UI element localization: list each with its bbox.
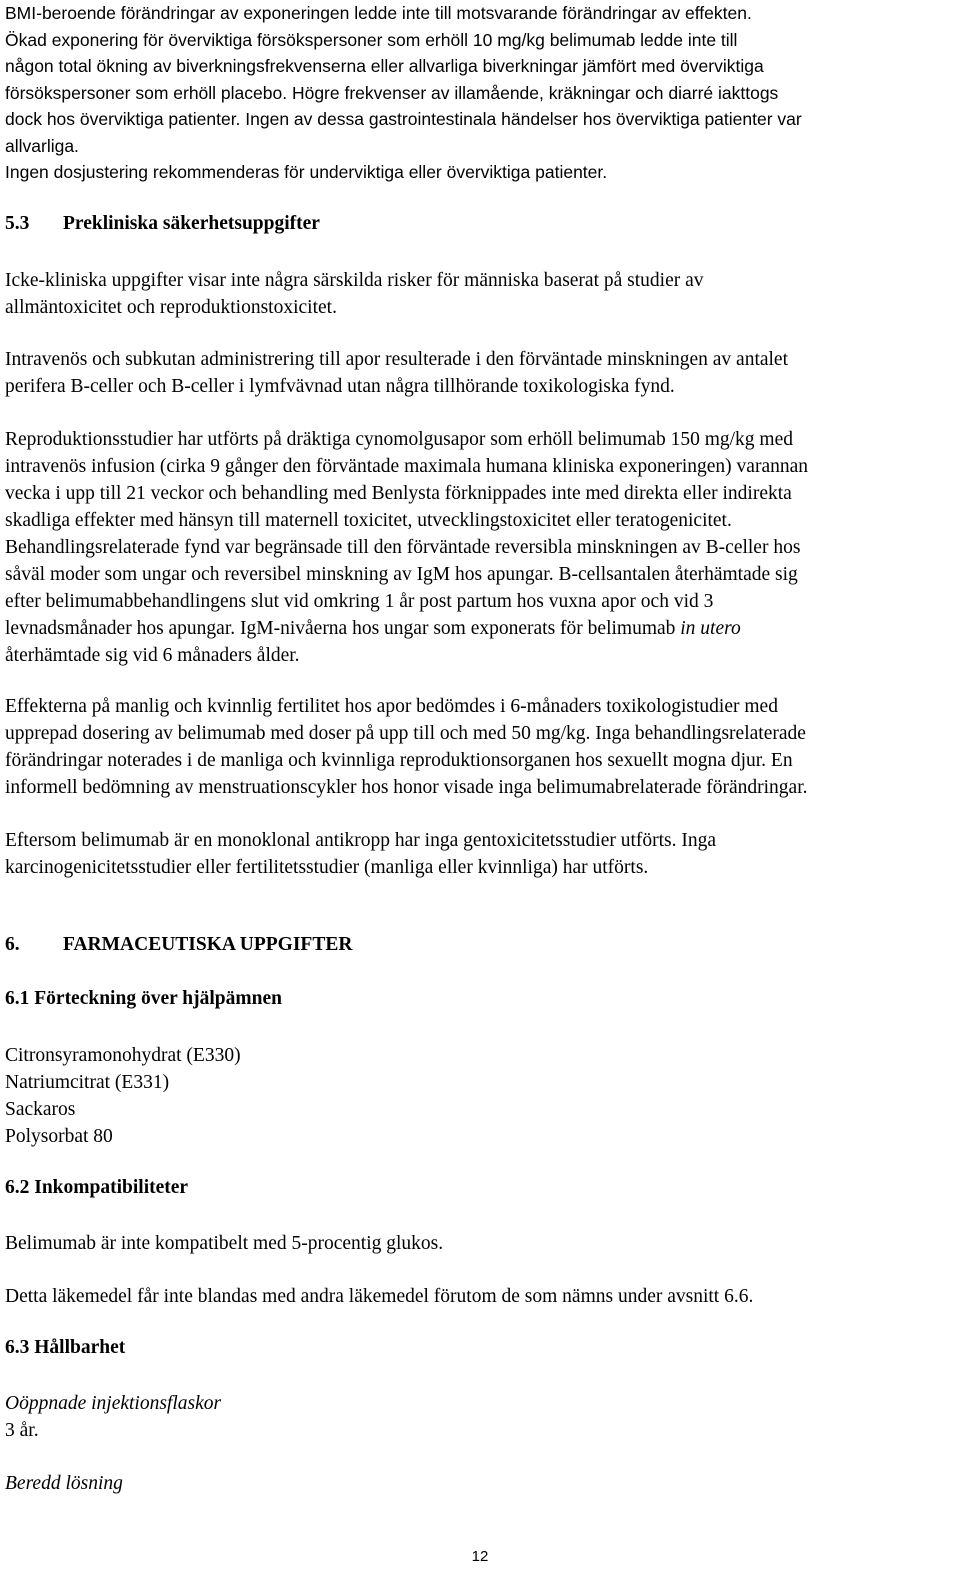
section-6-heading xyxy=(5,934,352,956)
text-line xyxy=(5,615,960,642)
text-line: skadliga effekter med hänsyn till maternell toxicitet, utvecklingstoxicitet eller teratogenicitet. xyxy=(5,510,732,531)
text-line: någon total ökning av biverkningsfrekvenserna eller allvarliga biverkningar jämfört med överviktiga xyxy=(5,56,764,76)
text-segment: levnadsmånader hos apungar. IgM-nivåerna hos ungar som exponerats för belimumab xyxy=(5,618,676,639)
section-6-1-heading: 6.1 Förteckning över hjälpämnen xyxy=(5,988,282,1009)
text-line: Ökad exponering för överviktiga försökspersoner som erhöll 10 mg/kg belimumab ledde inte till xyxy=(5,29,738,50)
list-item: Natriumcitrat (E331) xyxy=(5,1072,170,1093)
italic-subheading: Beredd lösning xyxy=(5,1473,123,1494)
preclinical-paragraph-5 xyxy=(5,827,960,881)
list-item: Citronsyramonohydrat (E330) xyxy=(5,1045,241,1066)
incompatibility-text-2: Detta läkemedel får inte blandas med andra läkemedel förutom de som nämns under avsnitt 6.6. xyxy=(5,1286,754,1307)
text-line: Behandlingsrelaterade fynd var begränsade till den förväntade reversibla minskningen av B-celler hos xyxy=(5,537,801,558)
text-line: perifera B-celler och B-celler i lymfvävnad utan några tillhörande toxikologiska fynd. xyxy=(5,376,675,397)
text-line: förändringar noterades i de manliga och kvinnliga reproduktionsorganen hos sexuellt mogna djur. En xyxy=(5,750,793,771)
preclinical-paragraph-3 xyxy=(5,426,960,669)
list-item: Polysorbat 80 xyxy=(5,1126,113,1147)
page-number: 12 xyxy=(471,1548,489,1565)
text-line: informell bedömning av menstruationscykler hos honor visade inga belimumabrelaterade förändringar. xyxy=(5,777,808,798)
text-line: försökspersoner som erhöll placebo. Högre frekvenser av illamående, kräkningar och diarré iakttogs xyxy=(5,82,779,103)
text-line: karcinogenicitetsstudier eller fertilitetsstudier (manliga eller kvinnliga) har utförts. xyxy=(5,857,649,878)
section-6-2-heading: 6.2 Inkompatibiliteter xyxy=(5,1177,189,1198)
text-line: Intravenös och subkutan administrering till apor resulterade i den förväntade minskningen av antalet xyxy=(5,349,789,370)
preclinical-paragraph-2 xyxy=(5,346,960,400)
italic-subheading: Oöppnade injektionsflaskor xyxy=(5,1393,222,1414)
text-line: Effekterna på manlig och kvinnlig fertilitet hos apor bedömdes i 6-månaders toxikologistudier med xyxy=(5,696,778,717)
shelf-life-unopened-value: 3 år. xyxy=(5,1420,39,1441)
text-line: Ingen dosjustering rekommenderas för underviktiga eller överviktiga patienter. xyxy=(5,162,608,182)
text-line: dock hos överviktiga patienter. Ingen av dessa gastrointestinala händelser hos överviktiga patienter var xyxy=(5,109,802,129)
text-line: såväl moder som ungar och reversibel minskning av IgM hos apungar. B-cellsantalen återhämtade sig xyxy=(5,564,798,585)
section-number: 5.3 xyxy=(5,213,30,234)
shelf-life-reconstituted-label xyxy=(5,1470,960,1497)
text-line: intravenös infusion (cirka 9 gånger den förväntade maximala humana kliniska exponeringen) varannan xyxy=(5,456,809,477)
section-number: 6. xyxy=(5,934,20,955)
text-line: återhämtade sig vid 6 månaders ålder. xyxy=(5,645,300,666)
incompatibility-text-1: Belimumab är inte kompatibelt med 5-procentig glukos. xyxy=(5,1233,444,1254)
section-title: Prekliniska säkerhetsuppgifter xyxy=(63,213,320,234)
shelf-life-unopened-label xyxy=(5,1390,960,1417)
text-line: allmäntoxicitet och reproduktionstoxicitet. xyxy=(5,297,337,318)
section-5-3-heading xyxy=(5,213,320,235)
text-line: Reproduktionsstudier har utförts på dräktiga cynomolgusapor som erhöll belimumab 150 mg/kg med xyxy=(5,429,793,450)
text-line: vecka i upp till 21 veckor och behandling med Benlysta förknippades inte med direkta eller indirekta xyxy=(5,483,792,504)
list-item: Sackaros xyxy=(5,1099,76,1120)
text-line: efter belimumabbehandlingens slut vid omkring 1 år post partum hos vuxna apor och vid 3 xyxy=(5,591,714,612)
text-line: upprepad dosering av belimumab med doser på upp till och med 50 mg/kg. Inga behandlingsrelaterade xyxy=(5,723,806,744)
italic-term: in utero xyxy=(680,618,741,639)
excipient-list xyxy=(5,1042,960,1150)
text-line: BMI-beroende förändringar av exponeringen ledde inte till motsvarande förändringar av effekten. xyxy=(5,3,752,23)
preclinical-paragraph-4 xyxy=(5,693,960,801)
text-line: allvarliga. xyxy=(5,135,79,156)
section-title: FARMACEUTISKA UPPGIFTER xyxy=(63,934,353,955)
text-line: Icke-kliniska uppgifter visar inte några särskilda risker för människa baserat på studier av xyxy=(5,270,704,291)
preclinical-paragraph-1 xyxy=(5,267,960,321)
bmi-paragraph xyxy=(5,0,960,186)
section-6-3-heading: 6.3 Hållbarhet xyxy=(5,1337,126,1358)
text-line: Eftersom belimumab är en monoklonal antikropp har inga gentoxicitetsstudier utförts. Inga xyxy=(5,830,717,851)
